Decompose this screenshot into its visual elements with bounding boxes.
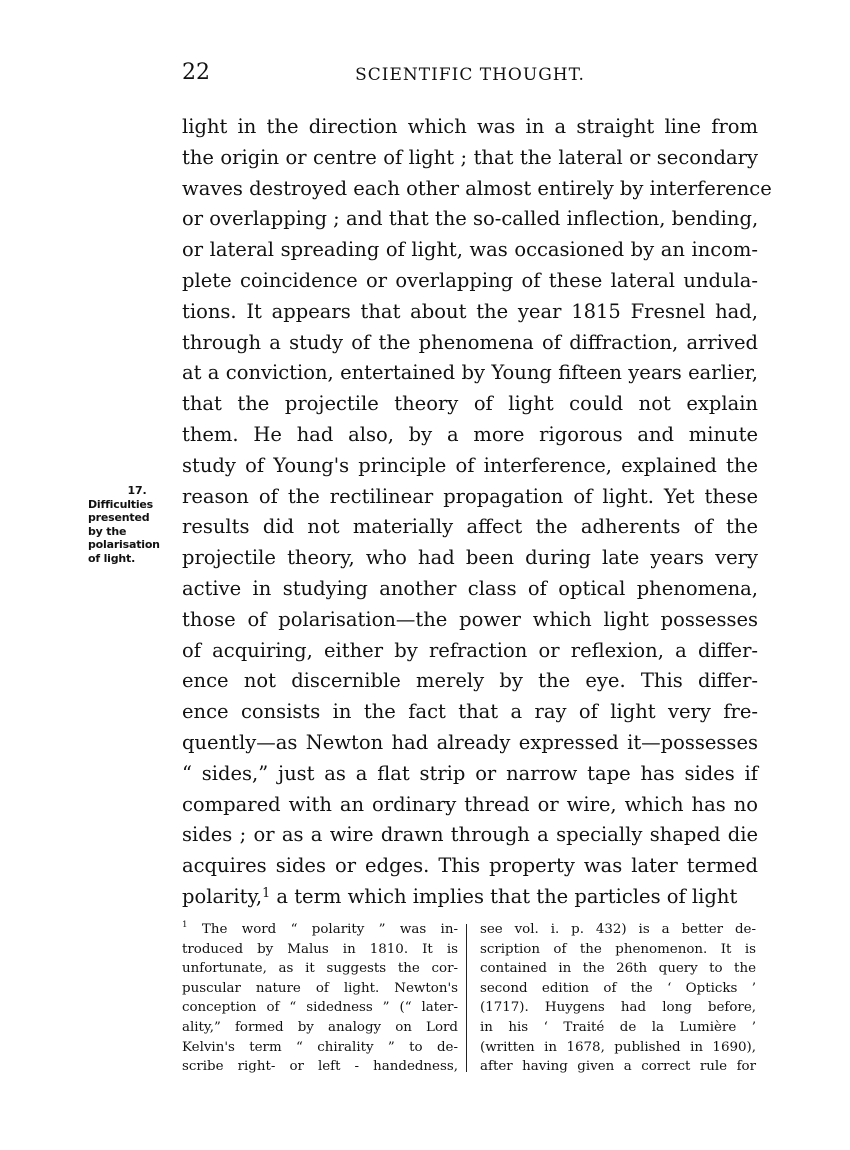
- text-line: or overlapping ; and that the so-called inflection, bending,: [182, 207, 759, 231]
- text-line: results did not materially affect the adherents of the: [182, 515, 758, 539]
- running-title: SCIENTIFIC THOUGHT.: [355, 65, 585, 85]
- footnote-line: contained in the 26th query to the: [480, 961, 756, 977]
- margin-note: [88, 484, 180, 565]
- footnote-column-right: [480, 920, 756, 1077]
- text-line: ence consists in the fact that a ray of light very fre-: [182, 700, 758, 724]
- text-line: light in the direction which was in a straight line from: [182, 115, 758, 138]
- text-fragment: a term which implies that the particles of light: [270, 884, 738, 908]
- page-header: [182, 58, 758, 92]
- text-line: “ sides,” just as a flat strip or narrow tape has sides if: [182, 761, 758, 785]
- footnote-line: Kelvin's term “ chirality ” to de-: [182, 1039, 458, 1055]
- footnote-line: unfortunate, as it suggests the cor-: [182, 961, 458, 977]
- margin-note-line: Difficulties: [88, 497, 154, 511]
- footnote-line: scription of the phenomenon. It is: [480, 941, 756, 957]
- body-text: [182, 112, 772, 913]
- footnote-line: after having given a correct rule for: [480, 1059, 756, 1075]
- text-line: study of Young's principle of interference, explained the: [182, 453, 758, 477]
- footnote-divider: [466, 924, 467, 1072]
- footnote-column-left: [182, 920, 458, 1077]
- footnote-line: conception of “ sidedness ” (“ later-: [182, 1000, 458, 1016]
- text-line: through a study of the phenomena of diffraction, arrived: [182, 330, 758, 354]
- margin-note-line: of light.: [88, 551, 136, 565]
- text-line-last: [182, 882, 758, 913]
- margin-note-line: by the: [88, 524, 127, 538]
- text-line: quently—as Newton had already expressed it—possesses: [182, 730, 758, 754]
- footnote-line: scribe right- or left - handedness,: [182, 1059, 458, 1075]
- text-line: acquires sides or edges. This property was later termed: [182, 854, 758, 878]
- footnote-line: (1717). Huygens had long before,: [480, 1000, 756, 1016]
- footnote-text: The word “ polarity ” was in-: [187, 922, 458, 937]
- text-line: tions. It appears that about the year 1815 Fresnel had,: [182, 299, 758, 323]
- footnote-line: second edition of the ‘ Opticks ’: [480, 980, 756, 996]
- text-line: sides ; or as a wire drawn through a specially shaped die: [182, 823, 758, 847]
- text-line: or lateral spreading of light, was occasioned by an incom-: [182, 238, 758, 262]
- margin-note-number: 17.: [127, 484, 147, 497]
- footnote-line: [182, 920, 458, 940]
- text-line: the origin or centre of light ; that the lateral or secondary: [182, 145, 758, 169]
- text-line: of acquiring, either by refraction or reflexion, a differ-: [182, 638, 758, 662]
- text-line: reason of the rectilinear propagation of light. Yet these: [182, 484, 758, 508]
- margin-note-line: polarisation: [88, 538, 160, 551]
- text-line: them. He had also, by a more rigorous and minute: [182, 422, 758, 446]
- page-number: 22: [182, 60, 210, 85]
- footnote-line: troduced by Malus in 1810. It is: [182, 941, 458, 957]
- text-line: that the projectile theory of light could not explain: [182, 392, 758, 416]
- footnote-line: ality,” formed by analogy on Lord: [182, 1019, 458, 1035]
- footnote-marker: 1: [182, 920, 188, 930]
- text-line: ence not discernible merely by the eye. This differ-: [182, 669, 758, 693]
- text-line: at a conviction, entertained by Young fifteen years earlier,: [182, 361, 758, 385]
- margin-note-line: presented: [88, 511, 150, 524]
- text-line: compared with an ordinary thread or wire, which has no: [182, 792, 758, 816]
- text-line: waves destroyed each other almost entirely by interference: [182, 176, 772, 200]
- footnote-line: (written in 1678, published in 1690),: [480, 1039, 756, 1055]
- footnote-line: in his ‘ Traité de la Lumière ’: [480, 1019, 756, 1035]
- footnote-reference[interactable]: 1: [262, 884, 271, 900]
- footnote-line: puscular nature of light. Newton's: [182, 980, 458, 996]
- text-fragment: polarity,: [182, 884, 263, 908]
- text-line: those of polarisation—the power which light possesses: [182, 607, 758, 631]
- text-line: active in studying another class of optical phenomena,: [182, 576, 758, 600]
- text-line: plete coincidence or overlapping of these lateral undula-: [182, 268, 758, 292]
- footnote-line: see vol. i. p. 432) is a better de-: [480, 922, 756, 937]
- text-line: projectile theory, who had been during late years very: [182, 546, 758, 570]
